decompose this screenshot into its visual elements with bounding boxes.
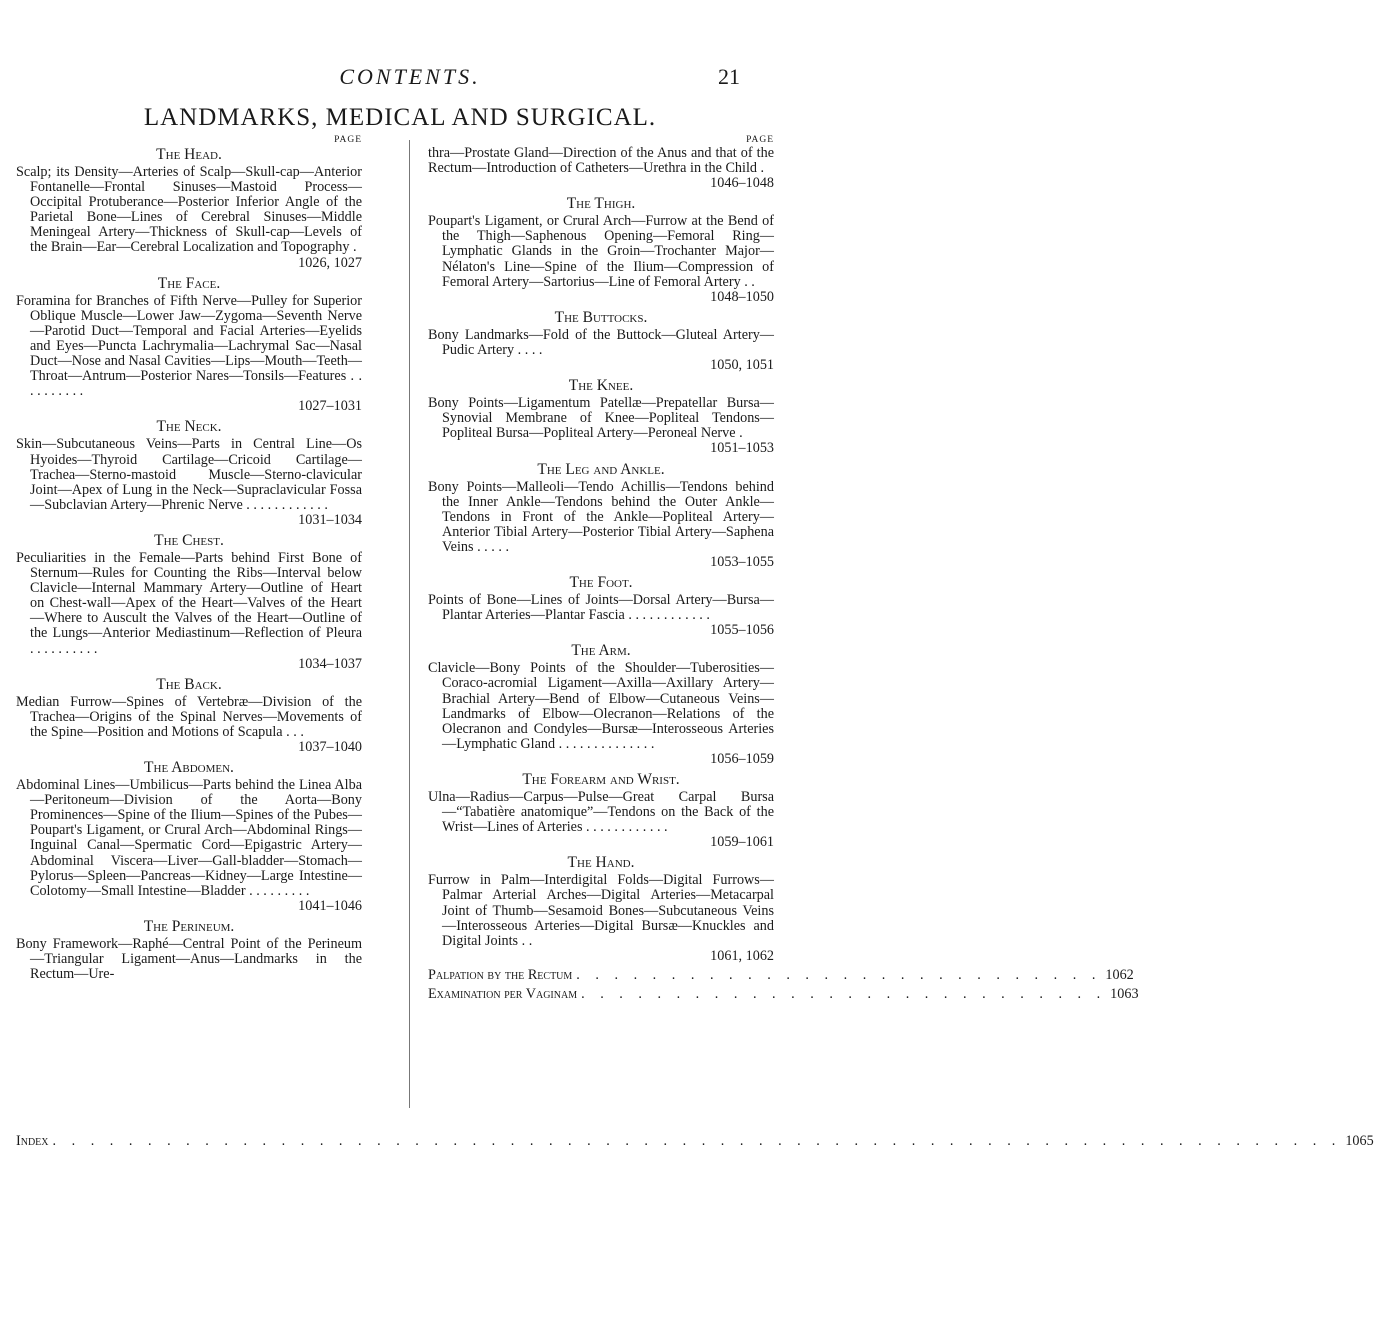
section-heading: The Neck. <box>156 418 222 436</box>
toc-section <box>16 532 362 672</box>
entry-pages: 1050, 1051 <box>710 357 774 374</box>
page-column-label: PAGE <box>334 135 362 145</box>
main-title: LANDMARKS, MEDICAL AND SURGICAL. <box>143 104 657 131</box>
toc-line-label: Examination per Vaginam <box>428 986 578 1003</box>
entry-pages: 1034–1037 <box>298 655 362 672</box>
index-line <box>16 1133 1374 1150</box>
entry-pages: 1061, 1062 <box>710 947 774 964</box>
entry-text: Median Furrow—Spines of Vertebræ—Division of the Trachea—Origins of the Spinal Nerves—Movements of the Spine—Position and Motions of Scapula . . . <box>16 693 362 740</box>
toc-section <box>428 771 774 850</box>
entry-text: Peculiarities in the Female—Parts behind First Bone of Sternum—Rules for Counting the Ribs—Interval below Clavicle—Internal Mammary Artery—Outline of Heart on Chest-wall—Apex of the Heart—Valves of the Heart—Where to Auscult the Valves of the Heart—Outline of the Lungs—Anterior Mediastinum—Reflection of Pleura . . . . . . . . . . <box>16 549 362 657</box>
section-heading: The Thigh. <box>566 195 636 213</box>
toc-section <box>428 854 774 964</box>
entry-pages: 1056–1059 <box>710 750 774 767</box>
section-heading: The Buttocks. <box>554 308 648 326</box>
section-heading: The Abdomen. <box>144 759 234 777</box>
entry-text: Abdominal Lines—Umbilicus—Parts behind the Linea Alba—Peritoneum—Division of the Aorta—Bony Prominences—Spine of the Ilium—Spines of the Pubes—Poupart's Ligament, or Crural Arch—Abdominal Rings—Inguinal Canal—Spermatic Cord—Epigastric Artery—Abdominal Viscera—Liver—Gall-bladder—Stomach—Pylorus—Spleen—Pancreas—Kidney—Large Intestine—Colotomy—Small Intestine—Bladder . . . . . . . . . <box>16 777 362 899</box>
entry-text: Foramina for Branches of Fifth Nerve—Pulley for Superior Oblique Muscle—Lower Jaw—Zygoma—Seventh Nerve—Parotid Duct—Temporal and Facial Arteries—Eyelids and Eyes—Puncta Lachrymalia—Lachrymal Sac—Nasal Duct—Nose and Nasal Cavities—Lips—Mouth—Teeth—Throat—Antrum—Posterior Nares—Tonsils—Features . . . . . . . . . . <box>16 292 362 400</box>
entry-pages: 1051–1053 <box>710 440 774 457</box>
entry-pages: 1037–1040 <box>298 739 362 755</box>
section-heading: The Head. <box>156 146 222 163</box>
toc-section <box>428 195 774 305</box>
right-column <box>428 134 1139 1003</box>
toc-line-page: 1063 <box>1110 986 1139 1003</box>
entry-text: Bony Points—Ligamentum Patellæ—Prepatellar Bursa—Synovial Membrane of Knee—Popliteal Tendons—Popliteal Bursa—Popliteal Artery—Peroneal Nerve . <box>428 395 774 442</box>
section-heading: The Foot. <box>569 574 633 592</box>
index-label: Index <box>16 1133 49 1149</box>
section-heading: The Chest. <box>154 531 224 549</box>
entry-pages: 1053–1055 <box>710 553 774 570</box>
toc-section <box>428 377 774 456</box>
entry-pages: 1048–1050 <box>710 288 774 305</box>
page-number: 21 <box>718 64 740 89</box>
entry-text: Skin—Subcutaneous Veins—Parts in Central Line—Os Hyoides—Thyroid Cartilage—Cricoid Cartilage—Trachea—Sterno-mastoid Muscle—Sterno-clavicular Joint—Apex of Lung in the Neck—Supraclavicular Fossa—Subclavian Artery—Phrenic Nerve . . . . . . . . . . . . <box>16 436 362 513</box>
entry-text: Points of Bone—Lines of Joints—Dorsal Artery—Bursa—Plantar Arteries—Plantar Fascia . . . . . . . . . . . . <box>428 592 774 624</box>
toc-section <box>428 461 774 571</box>
left-column <box>16 134 362 982</box>
entry-text: Scalp; its Density—Arteries of Scalp—Skull-cap—Anterior Fontanelle—Frontal Sinuses—Mastoid Process—Occipital Protuberance—Posterior Inferior Angle of the Parietal Bone—Lines of Cerebral Sinuses—Middle Meningeal Artery—Thickness of Skull-cap—Levels of the Brain—Ear—Cerebral Localization and Topography . <box>16 164 362 256</box>
toc-line-label: Palpation by the Rectum <box>428 966 573 983</box>
section-heading: The Knee. <box>568 377 634 395</box>
section-heading: The Leg and Ankle. <box>537 460 665 478</box>
page-column-label: PAGE <box>746 135 774 145</box>
running-head <box>60 64 760 90</box>
section-heading: The Face. <box>157 274 221 292</box>
toc-section <box>428 309 774 373</box>
entry-text: thra—Prostate Gland—Direction of the Anus and that of the Rectum—Introduction of Catheters—Urethra in the Child . <box>428 145 774 177</box>
toc-section <box>16 676 362 755</box>
left-sections <box>16 146 362 982</box>
entry-text: Clavicle—Bony Points of the Shoulder—Tuberosities—Coraco-acromial Ligament—Axilla—Axillary Artery—Brachial Artery—Bend of Elbow—Cutaneous Veins—Landmarks of Elbow—Olecranon—Relations of the Olecranon and Condyles—Bursæ—Interosseous Arteries—Lymphatic Gland . . . . . . . . . . . . . . <box>428 660 774 752</box>
entry-text: Poupart's Ligament, or Crural Arch—Furrow at the Bend of the Thigh—Saphenous Opening—Femoral Ring—Lymphatic Glands in the Groin—Trochanter Major—Nélaton's Line—Spine of the Ilium—Compression of Femoral Artery—Sartorius—Line of Femoral Artery . . <box>428 213 774 290</box>
entry-pages: 1041–1046 <box>298 897 362 914</box>
section-heading: The Perineum. <box>143 917 235 935</box>
toc-line-page: 1062 <box>1105 966 1134 983</box>
entry-pages: 1055–1056 <box>710 622 774 639</box>
entry-text: Furrow in Palm—Interdigital Folds—Digital Furrows—Palmar Arterial Arches—Digital Arteries—Metacarpal Joint of Thumb—Sesamoid Bones—Subcutaneous Veins—Interosseous Arteries—Digital Bursæ—Knuckles and Digital Joints . . <box>428 872 774 949</box>
toc-section <box>16 918 362 982</box>
toc-section <box>16 418 362 528</box>
entry-text: Ulna—Radius—Carpus—Pulse—Great Carpal Bursa—“Tabatière anatomique”—Tendons on the Back of the Wrist—Lines of Arteries . . . . . . . . . . . . <box>428 789 774 836</box>
index-page: 1065 <box>1345 1133 1374 1149</box>
toc-line <box>428 986 1139 1003</box>
entry-text: Bony Framework—Raphé—Central Point of the Perineum—Triangular Ligament—Anus—Landmarks in the Rectum—Ure- <box>16 935 362 983</box>
right-sections <box>428 195 774 964</box>
entry-pages: 1059–1061 <box>710 834 774 851</box>
entry-pages: 1031–1034 <box>298 511 362 528</box>
toc-lines <box>428 966 1139 1003</box>
entry-text: Bony Points—Malleoli—Tendo Achillis—Tendons behind the Inner Ankle—Tendons behind the Outer Ankle—Tendons in Front of the Ankle—Popliteal Artery—Anterior Tibial Artery—Posterior Tibial Artery—Saphena Veins . . . . . <box>428 478 774 555</box>
entry-pages: 1026, 1027 <box>298 254 362 271</box>
entry-pages: 1046–1048 <box>710 175 774 192</box>
toc-section <box>16 275 362 415</box>
toc-section <box>428 642 774 767</box>
entry-text: Bony Landmarks—Fold of the Buttock—Gluteal Artery—Pudic Artery . . . . <box>428 326 774 358</box>
toc-line <box>428 966 1134 983</box>
toc-section <box>16 146 362 271</box>
dot-leader: . . . . . . . . . . . . . . . . . . . . . . . . . . . . <box>581 986 1107 1003</box>
dot-leader: . . . . . . . . . . . . . . . . . . . . . . . . . . . . <box>576 966 1102 983</box>
section-heading: The Hand. <box>567 854 635 872</box>
section-heading: The Back. <box>156 675 222 693</box>
toc-section <box>16 759 362 914</box>
entry-pages: 1027–1031 <box>298 398 362 415</box>
running-title: CONTENTS. <box>339 64 481 89</box>
toc-section <box>428 574 774 638</box>
column-divider <box>409 140 410 1108</box>
continuation-entry <box>428 146 774 191</box>
dot-leader: . . . . . . . . . . . . . . . . . . . . . . . . . . . . . . . . . . . . . . . . . . . . . . . . . . . . . . . . . . . . . . . . . . . . <box>52 1133 1342 1149</box>
section-heading: The Arm. <box>571 642 631 660</box>
section-heading: The Forearm and Wrist. <box>522 771 680 788</box>
